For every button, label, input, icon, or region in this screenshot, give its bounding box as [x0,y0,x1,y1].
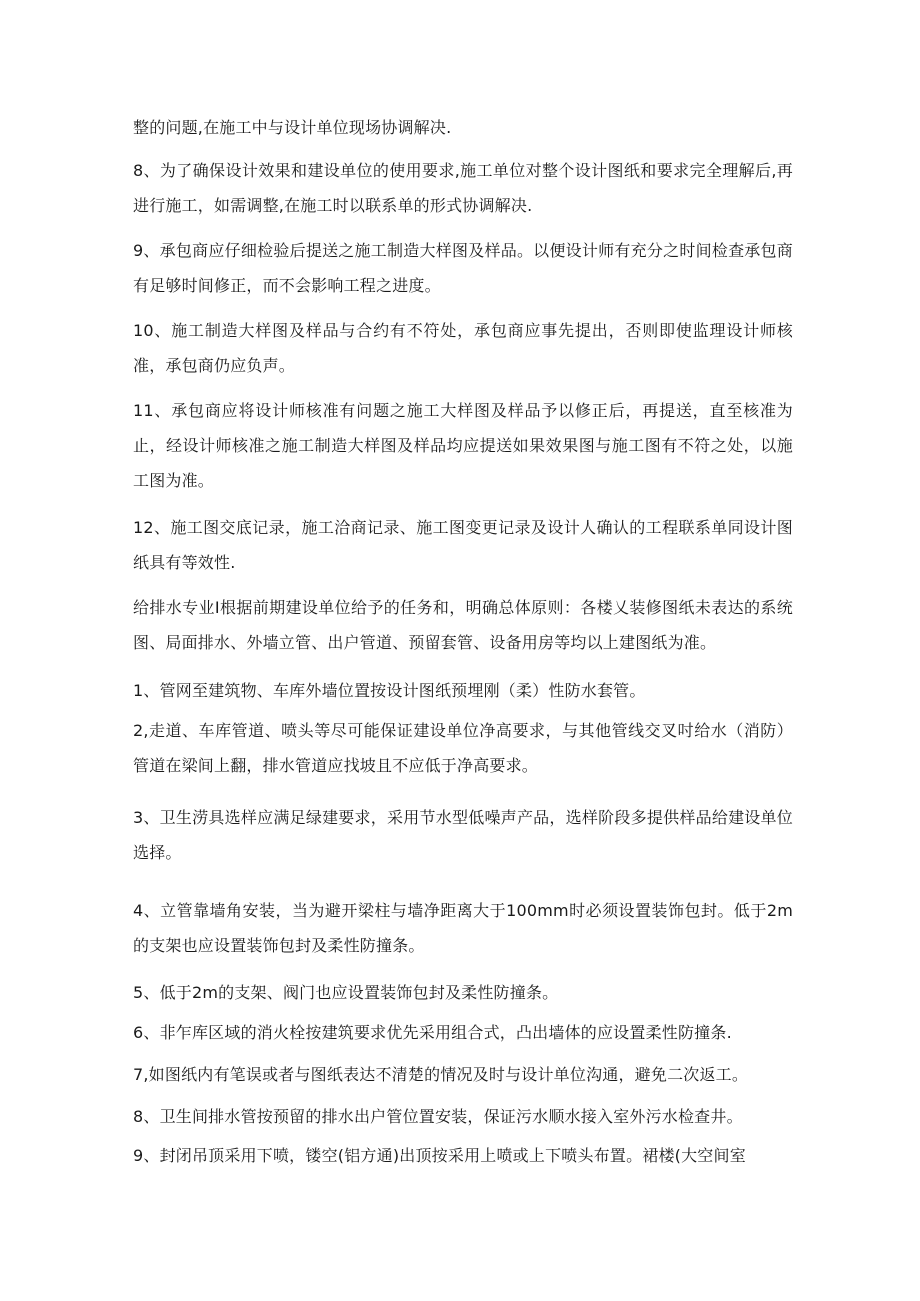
paragraph-6: 给排水专业I根据前期建设单位给予的任务和，明确总体原则：各楼乂装修图纸未表达的系统图、局面排水、外墙立管、出户管道、预留套管、设备用房等均以上建图纸为准。 [133,598,793,652]
paragraph-4: 11、承包商应将设计师核准有问题之施工大样图及样品予以修正后，再提送，直至核准为止，经设计师核准之施工制造大样图及样品均应提送如果效果图与施工图有不符之处，以施工图为准。 [133,401,793,490]
paragraph-15: 9、封闭吊顶采用下喷，镂空(铝方通)出顶按采用上喷或上下喷头布置。裙楼(大空间室 [133,1146,746,1165]
paragraph-5: 12、施工图交底记录，施工洽商记录、施工图变更记录及设计人确认的工程联系单同设计图纸具有等效性. [133,518,793,572]
paragraph-12: 6、非乍库区域的消火栓按建筑要求优先采用组合式，凸出墙体的应设置柔性防撞条. [133,1023,732,1042]
paragraph-8: 2,走道、车库管道、喷头等尽可能保证建设单位净高要求，与其他管线交叉吋给水（消防）管道在梁间上翻，排水管道应找坡且不应低于净高要求。 [133,721,793,775]
paragraph-9: 3、卫生涝具选样应满足绿建要求，采用节水型低噪声产品，选样阶段多提供样品给建设单位选择。 [133,808,793,862]
paragraph-2: 9、承包商应仔细检验后提送之施工制造大样图及样品。以便设计师有充分之时间检查承包商有足够时间修正，而不会影响工程之进度。 [133,241,793,295]
paragraph-1: 8、为了确保设计效果和建设单位的使用要求,施工单位对整个设计图纸和要求完全理解后,再进行施工，如需调整,在施工时以联系单的形式协调解决. [133,161,793,215]
paragraph-3: 10、施工制造大样图及样品与合约有不符处，承包商应事先提出，否则即使监理设计师核准，承包商仍应负声。 [133,321,793,375]
paragraph-14: 8、卫生间排水管按预留的排水出户管位置安装，保证污水顺水接入室外污水检查井。 [133,1107,743,1126]
paragraph-0: 整的问题,在施工中与设计单位现场协调解决. [133,118,452,137]
paragraph-7: 1、管网至建筑物、车库外墙位置按设计图纸预埋刚（柔）性防水套管。 [133,681,646,700]
paragraph-13: 7,如图纸内有笔误或者与图纸表达不清楚的情况及时与设计单位沟通，避免二次返工。 [133,1065,749,1084]
paragraph-10: 4、立管靠墙角安装，当为避开梁柱与墙净距离大于100mm时必须设置装饰包封。低于2m的支架也应设置装饰包封及柔性防撞条。 [133,901,793,955]
paragraph-11: 5、低于2m的支架、阀门也应设置装饰包封及柔性防撞条。 [133,983,559,1002]
